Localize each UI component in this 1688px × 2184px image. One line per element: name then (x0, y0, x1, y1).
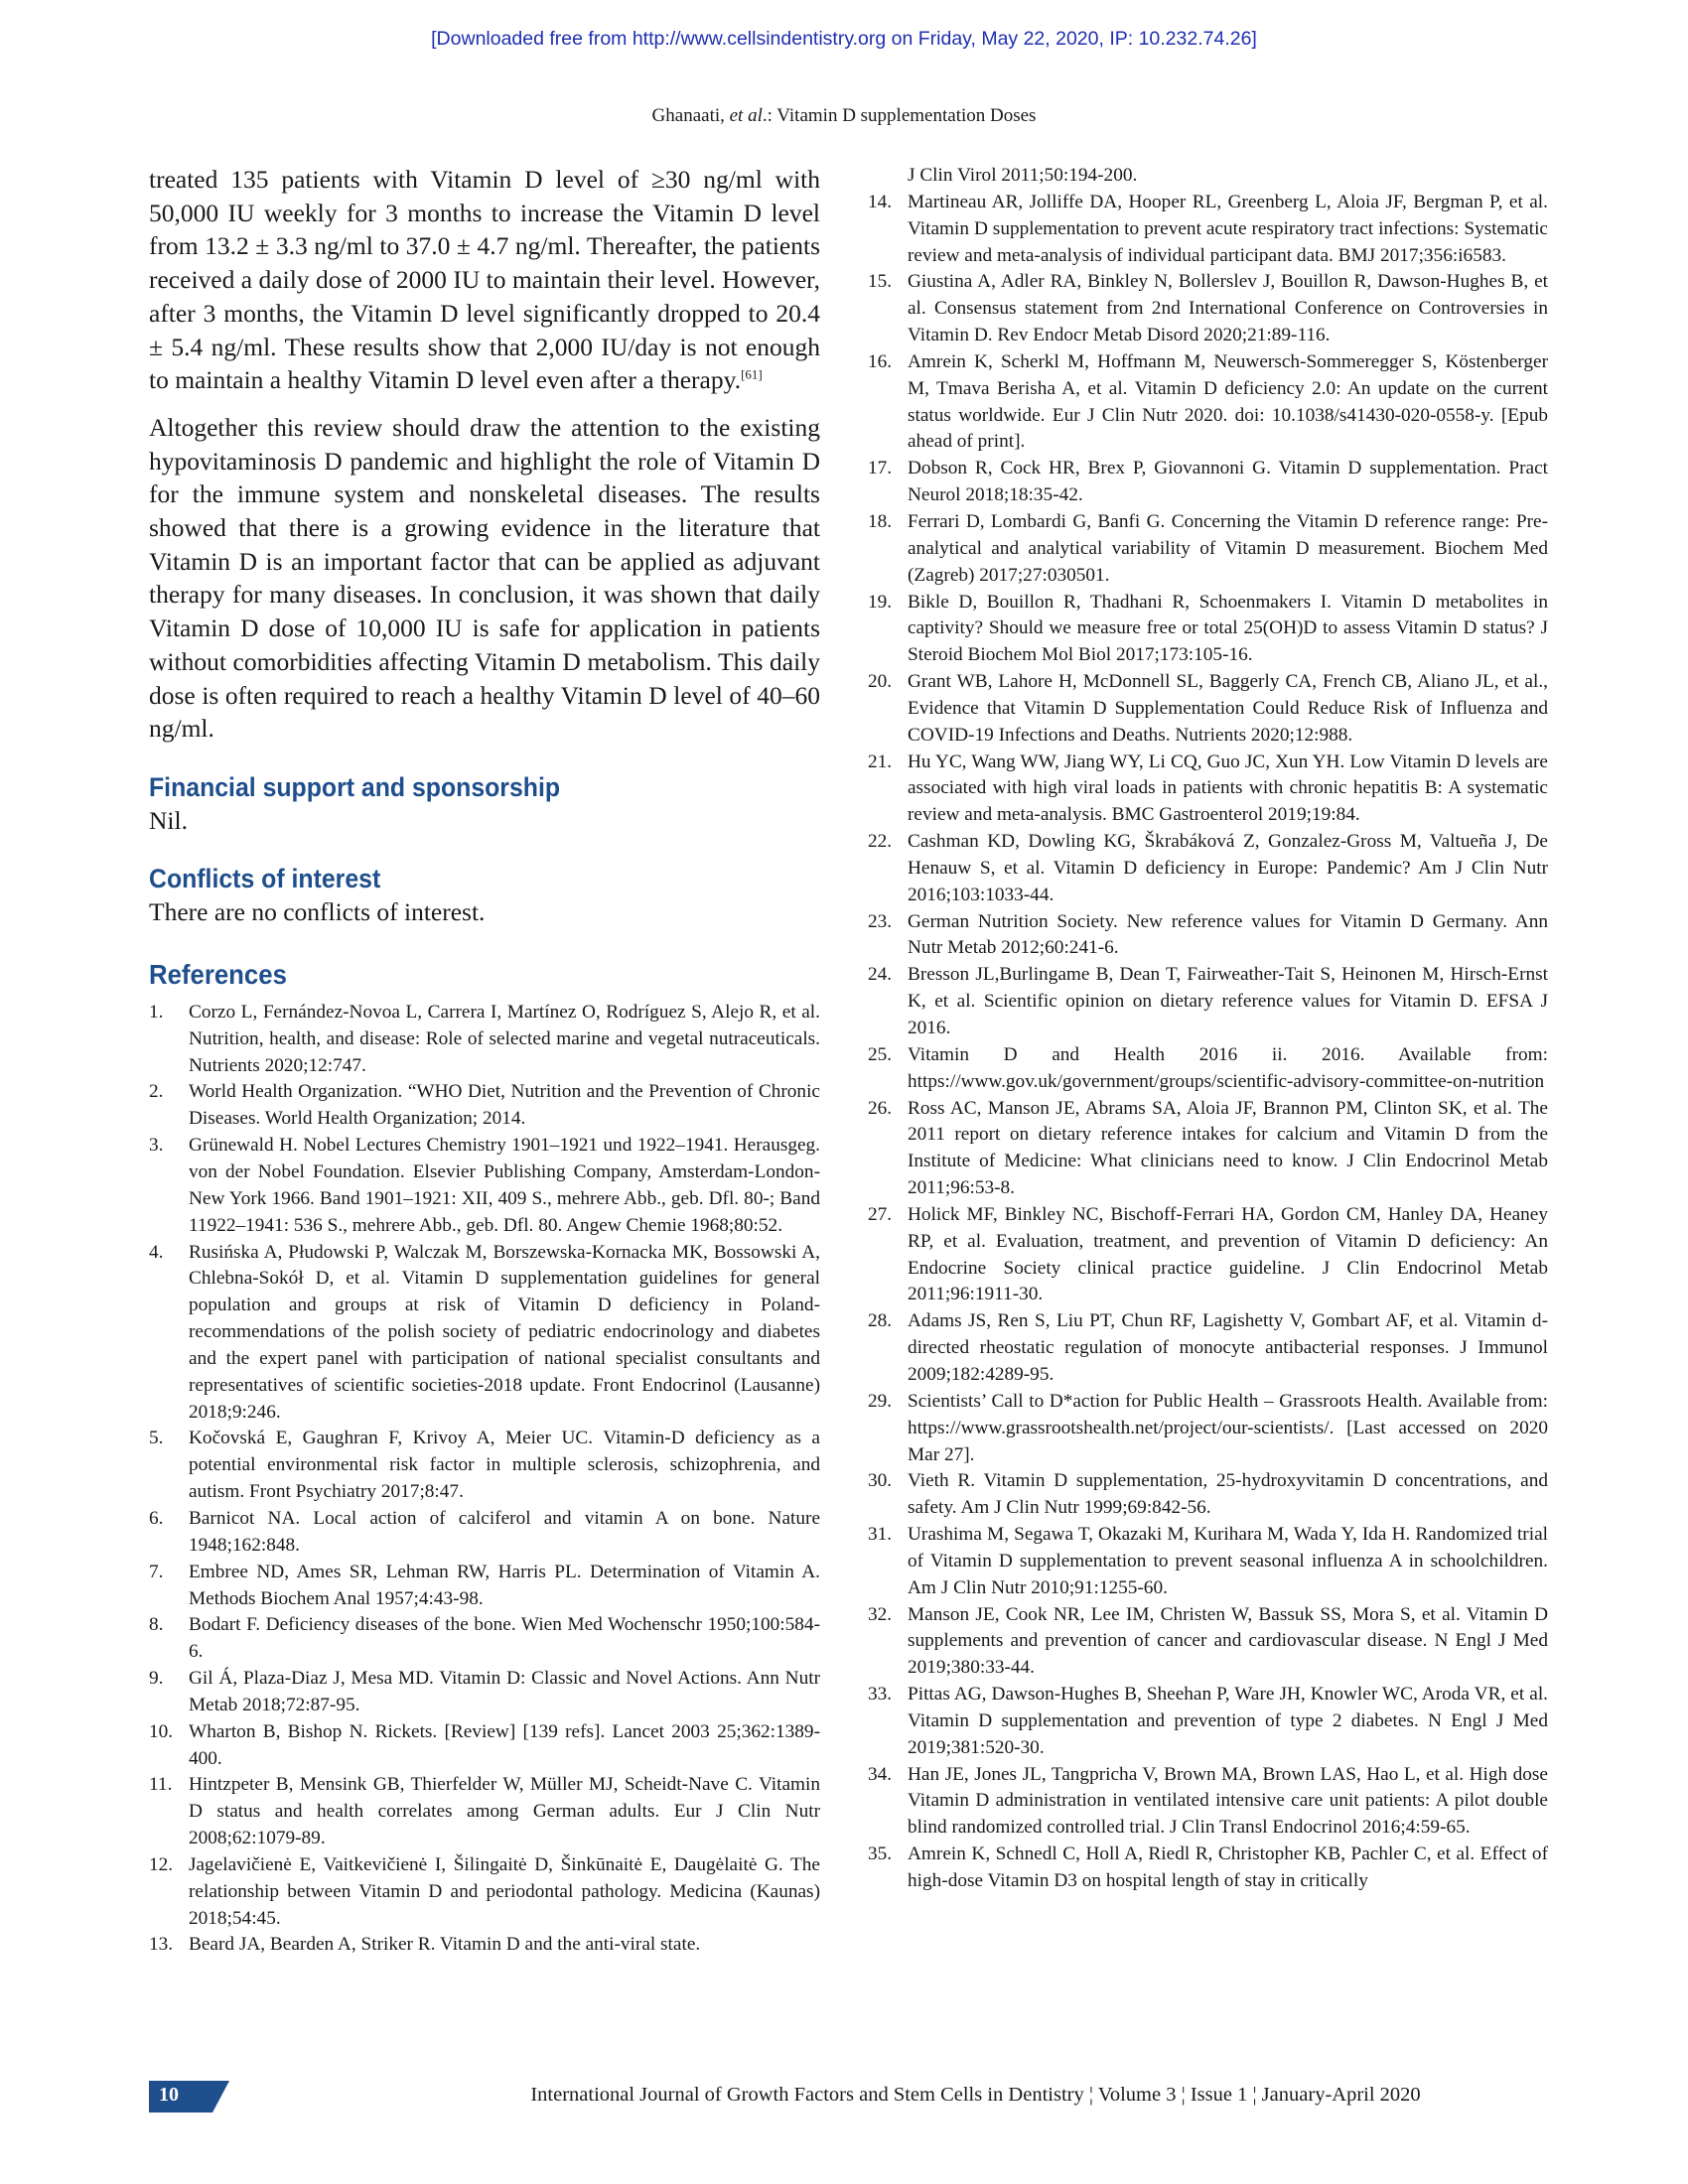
reference-item (149, 1000, 820, 1080)
reference-item (868, 349, 1548, 456)
reference-text: Grünewald H. Nobel Lectures Chemistry 1901–1921 und 1922–1941. Herausgeg. von der Nobel Foundation. Elsevier Publishing Company, Amsterdam-London-New York 1966. Band 1901–1921: XII, 409 S., mehrere Abb., geb. Dfl. 80-; Band 11922–1941: 536 S., mehrere Abb., geb. Dfl. 80. Angew Chemie 1968;80:52. (189, 1135, 820, 1236)
reference-number: 30. (868, 1470, 893, 1492)
reference-item (149, 1079, 820, 1133)
reference-text: Dobson R, Cock HR, Brex P, Giovannoni G. Vitamin D supplementation. Pract Neurol 2018;18:35-42. (908, 458, 1548, 506)
left-column (149, 163, 820, 1959)
reference-text: Corzo L, Fernández-Novoa L, Carrera I, Martínez O, Rodríguez S, Alejo R, et al. Nutrition, health, and disease: Role of selected marine and vegetal nutraceuticals. Nutrients 2020;12:747. (189, 1001, 820, 1076)
reference-number: 4. (149, 1241, 164, 1263)
references-heading: References (149, 958, 287, 990)
reference-item (149, 1133, 820, 1239)
journal-info: International Journal of Growth Factors and Stem Cells in Dentistry ¦ Volume 3 ¦ Issue 1 ¦ January-April 2020 (530, 2084, 1421, 2106)
running-head-etal: et al (729, 105, 763, 126)
reference-number: 7. (149, 1561, 164, 1582)
reference-item (868, 1682, 1548, 1762)
reference-item (868, 1762, 1548, 1843)
reference-text: Scientists’ Call to D*action for Public Health – Grassroots Health. Available from: https://www.grassrootshealth.net/project/our-scientists/. [Last accessed on 2020 Mar 27]. (908, 1390, 1548, 1465)
reference-item (868, 269, 1548, 349)
reference-item (149, 1932, 820, 1959)
reference-number: 32. (868, 1603, 893, 1625)
download-banner: [Downloaded free from http://www.cellsindentistry.org on Friday, May 22, 2020, IP: 10.232.74.26] (431, 28, 1257, 50)
reference-item (868, 1389, 1548, 1469)
financial-support-text: Nil. (149, 805, 188, 835)
reference-text: Grant WB, Lahore H, McDonnell SL, Baggerly CA, French CB, Aliano JL, et al., Evidence that Vitamin D Supplementation Could Reduce Risk of Influenza and COVID-19 Infections and Deaths. Nutrients 2020;12:988. (908, 671, 1548, 746)
reference-number: 11. (149, 1774, 173, 1796)
reference-item (149, 1240, 820, 1427)
conflicts-heading: Conflicts of interest (149, 863, 381, 893)
reference-text: Martineau AR, Jolliffe DA, Hooper RL, Greenberg L, Aloia JF, Bergman P, et al. Vitamin D supplementation to prevent acute respiratory tract infections: Systematic review and meta-analysis of individual participant data. BMJ 2017;356:i6583. (908, 191, 1548, 266)
reference-item (149, 1719, 820, 1773)
reference-item (868, 1042, 1548, 1096)
reference-item (149, 1560, 820, 1613)
reference-number: 17. (868, 458, 893, 479)
reference-number: 14. (868, 191, 893, 212)
reference-number: 16. (868, 350, 893, 372)
reference-text: Hu YC, Wang WW, Jiang WY, Li CQ, Guo JC, Xun YH. Low Vitamin D levels are associated with high viral loads in patients with chronic hepatitis B: A systematic review and meta-analysis. BMC Gastroenterol 2019;19:84. (908, 751, 1548, 826)
reference-text: Cashman KD, Dowling KG, Škrabáková Z, Gonzalez-Gross M, Valtueña J, De Henauw S, et al. Vitamin D deficiency in Europe: Pandemic? Am J Clin Nutr 2016;103:1033-44. (908, 831, 1548, 905)
reference-number: 26. (868, 1097, 893, 1119)
reference-item (868, 1096, 1548, 1202)
reference-item (868, 190, 1548, 270)
reference-number: 27. (868, 1203, 893, 1225)
reference-item (868, 669, 1548, 750)
reference-number: 1. (149, 1001, 164, 1023)
financial-support-heading: Financial support and sponsorship (149, 771, 561, 802)
reference-text: Urashima M, Segawa T, Okazaki M, Kurihara M, Wada Y, Ida H. Randomized trial of Vitamin D supplementation to prevent seasonal influenza A in schoolchildren. Am J Clin Nutr 2010;91:1255-60. (908, 1524, 1548, 1598)
reference-text: Vitamin D and Health 2016 ii. 2016. Available from: https://www.gov.uk/government/groups/scientific-advisory-committee-on-nutrition (908, 1043, 1548, 1092)
reference-item (149, 1426, 820, 1506)
reference-item (149, 1772, 820, 1852)
reference-number: 21. (868, 751, 893, 772)
reference-item (149, 1612, 820, 1666)
reference-text: Pittas AG, Dawson-Hughes B, Sheehan P, Ware JH, Knowler WC, Aroda VR, et al. Vitamin D supplementation and prevention of type 2 diabetes. N Engl J Med 2019;381:520-30. (908, 1684, 1548, 1758)
reference-number: 23. (868, 910, 893, 932)
reference-text: Han JE, Jones JL, Tangpricha V, Brown MA, Brown LAS, Hao L, et al. High dose Vitamin D administration in ventilated intensive care unit patients: A pilot double blind randomized controlled trial. J Clin Transl Endocrinol 2016;4:59-65. (908, 1763, 1548, 1839)
citation-61: [61] (741, 366, 763, 382)
reference-number: 35. (868, 1843, 893, 1865)
reference-number: 5. (149, 1428, 164, 1449)
reference-number: 6. (149, 1507, 164, 1529)
reference-number: 24. (868, 964, 893, 986)
running-head-authors: Ghanaati, (651, 105, 730, 126)
reference-item (868, 750, 1548, 830)
reference-item (868, 909, 1548, 963)
reference-number: 20. (868, 671, 893, 693)
reference-13-continuation: J Clin Virol 2011;50:194-200. (908, 165, 1138, 186)
reference-item (868, 829, 1548, 909)
reference-number: 29. (868, 1390, 893, 1412)
reference-item (868, 509, 1548, 590)
reference-number: 10. (149, 1720, 174, 1742)
reference-item (868, 456, 1548, 509)
reference-text: Holick MF, Binkley NC, Bischoff-Ferrari HA, Gordon CM, Hanley DA, Heaney RP, et al. Evaluation, treatment, and prevention of Vitamin D deficiency: An Endocrine Society clinical practice guideline. J Clin Endocrinol Metab 2011;96:1911-30. (908, 1203, 1548, 1305)
body-paragraph-1 (149, 163, 820, 397)
reference-number: 9. (149, 1668, 164, 1690)
reference-text: Bodart F. Deficiency diseases of the bone. Wien Med Wochenschr 1950;100:584-6. (189, 1614, 820, 1663)
references-list-right (868, 190, 1548, 1895)
reference-number: 8. (149, 1614, 164, 1636)
reference-number: 13. (149, 1934, 174, 1956)
reference-item (149, 1666, 820, 1719)
reference-number: 18. (868, 510, 893, 532)
references-list-left (149, 1000, 820, 1959)
reference-number: 22. (868, 831, 893, 853)
reference-text: Jagelavičienė E, Vaitkevičienė I, Šilingaitė D, Šinkūnaitė E, Daugėlaitė G. The relationship between Vitamin D and periodontal pathology. Medicina (Kaunas) 2018;54:45. (189, 1853, 820, 1929)
reference-text: Kočovská E, Gaughran F, Krivoy A, Meier UC. Vitamin-D deficiency as a potential environmental risk factor in multiple sclerosis, schizophrenia, and autism. Front Psychiatry 2017;8:47. (189, 1428, 820, 1503)
conflicts-text: There are no conflicts of interest. (149, 896, 486, 926)
reference-text: Ross AC, Manson JE, Abrams SA, Aloia JF, Brannon PM, Clinton SK, et al. The 2011 report on dietary reference intakes for calcium and Vitamin D from the Institute of Medicine: What clinicians need to know. J Clin Endocrinol Metab 2011;96:53-8. (908, 1097, 1548, 1199)
reference-text: Ferrari D, Lombardi G, Banfi G. Concerning the Vitamin D reference range: Pre-analytical and analytical variability of Vitamin D measurement. Biochem Med (Zagreb) 2017;27:030501. (908, 510, 1548, 586)
reference-number: 3. (149, 1135, 164, 1157)
running-head-title: .: Vitamin D supplementation Doses (762, 105, 1037, 126)
reference-number: 15. (868, 271, 893, 293)
reference-text: Amrein K, Scherkl M, Hoffmann M, Neuwersch-Sommeregger S, Köstenberger M, Tmava Berisha A, et al. Vitamin D deficiency 2.0: An update on the current status worldwide. Eur J Clin Nutr 2020. doi: 10.1038/s41430-020-0558-y. [Epub ahead of print]. (908, 350, 1548, 453)
reference-item (868, 1308, 1548, 1389)
reference-item (868, 962, 1548, 1042)
reference-number: 34. (868, 1763, 893, 1785)
reference-number: 33. (868, 1684, 893, 1706)
reference-text: Beard JA, Bearden A, Striker R. Vitamin D and the anti-viral state. (189, 1934, 701, 1956)
reference-text: Barnicot NA. Local action of calciferol and vitamin A on bone. Nature 1948;162:848. (189, 1507, 820, 1556)
reference-number: 2. (149, 1081, 164, 1103)
running-head (0, 105, 1688, 127)
reference-text: Wharton B, Bishop N. Rickets. [Review] [139 refs]. Lancet 2003 25;362:1389-400. (189, 1720, 820, 1769)
reference-text: Amrein K, Schnedl C, Holl A, Riedl R, Christopher KB, Pachler C, et al. Effect of high-dose Vitamin D3 on hospital length of stay in critically (908, 1843, 1548, 1891)
reference-item (868, 1202, 1548, 1308)
reference-text: Gil Á, Plaza-Diaz J, Mesa MD. Vitamin D: Classic and Novel Actions. Ann Nutr Metab 2018;72:87-95. (189, 1668, 820, 1715)
reference-text: Manson JE, Cook NR, Lee IM, Christen W, Bassuk SS, Mora S, et al. Vitamin D supplements and prevention of cancer and cardiovascular disease. N Engl J Med 2019;380:33-44. (908, 1603, 1548, 1679)
reference-text: World Health Organization. “WHO Diet, Nutrition and the Prevention of Chronic Diseases. World Health Organization; 2014. (189, 1081, 820, 1130)
reference-item (149, 1852, 820, 1933)
reference-text: Vieth R. Vitamin D supplementation, 25-hydroxyvitamin D concentrations, and safety. Am J Clin Nutr 1999;69:842-56. (908, 1470, 1548, 1519)
reference-text: Rusińska A, Płudowski P, Walczak M, Borszewska-Kornacka MK, Bossowski A, Chlebna-Sokół D, et al. Vitamin D supplementation guidelines for general population and groups at risk of Vitamin D deficiency in Poland-recommendations of the polish society of pediatric endocrinology and diabetes and the expert panel with participation of national specialist consultants and representatives of scientific societies-2018 update. Front Endocrinol (Lausanne) 2018;9:246. (189, 1241, 820, 1423)
body-paragraph-1-text: treated 135 patients with Vitamin D level of ≥30 ng/ml with 50,000 IU weekly for 3 months to increase the Vitamin D level from 13.2 ± 3.3 ng/ml to 37.0 ± 4.7 ng/ml. Thereafter, the patients received a daily dose of 2000 IU to maintain their level. However, after 3 months, the Vitamin D level significantly dropped to 20.4 ± 5.4 ng/ml. These results show that 2,000 IU/day is not enough to maintain a healthy Vitamin D level even after a therapy. (149, 165, 820, 395)
reference-text: German Nutrition Society. New reference values for Vitamin D Germany. Ann Nutr Metab 2012;60:241-6. (908, 910, 1548, 959)
reference-text: Bresson JL,Burlingame B, Dean T, Fairweather-Tait S, Heinonen M, Hirsch-Ernst K, et al. Scientific opinion on dietary reference values for Vitamin D. EFSA J 2016. (908, 964, 1548, 1038)
reference-item (868, 1522, 1548, 1602)
reference-text: Giustina A, Adler RA, Binkley N, Bollerslev J, Bouillon R, Dawson-Hughes B, et al. Consensus statement from 2nd International Conference on Controversies in Vitamin D. Rev Endocr Metab Disord 2020;21:89-116. (908, 271, 1548, 346)
reference-item (149, 1506, 820, 1560)
reference-item (868, 1468, 1548, 1522)
reference-text: Embree ND, Ames SR, Lehman RW, Harris PL. Determination of Vitamin A. Methods Biochem Anal 1957;4:43-98. (189, 1561, 820, 1609)
reference-text: Bikle D, Bouillon R, Thadhani R, Schoenmakers I. Vitamin D metabolites in captivity? Should we measure free or total 25(OH)D to assess Vitamin D status? J Steroid Biochem Mol Biol 2017;173:105-16. (908, 591, 1548, 666)
reference-item (868, 590, 1548, 670)
reference-number: 28. (868, 1310, 893, 1332)
reference-item (868, 1842, 1548, 1895)
right-column (868, 163, 1548, 1895)
reference-number: 31. (868, 1524, 893, 1546)
reference-text: Hintzpeter B, Mensink GB, Thierfelder W, Müller MJ, Scheidt-Nave C. Vitamin D status and health correlates among German adults. Eur J Clin Nutr 2008;62:1079-89. (189, 1774, 820, 1849)
reference-number: 12. (149, 1853, 174, 1875)
reference-number: 19. (868, 591, 893, 613)
body-paragraph-2: Altogether this review should draw the attention to the existing hypovitaminosis D pandemic and highlight the role of Vitamin D for the immune system and nonskeletal diseases. The results showed that there is a growing evidence in the literature that Vitamin D is an important factor that can be applied as adjuvant therapy for many diseases. In conclusion, it was shown that daily Vitamin D dose of 10,000 IU is safe for application in patients without comorbidities affecting Vitamin D metabolism. This daily dose is often required to reach a healthy Vitamin D level of 40–60 ng/ml. (149, 412, 820, 744)
page-number: 10 (159, 2084, 179, 2106)
reference-item (868, 1602, 1548, 1683)
reference-number: 25. (868, 1043, 893, 1065)
reference-text: Adams JS, Ren S, Liu PT, Chun RF, Lagishetty V, Gombart AF, et al. Vitamin d-directed rheostatic regulation of monocyte antibacterial responses. J Immunol 2009;182:4289-95. (908, 1310, 1548, 1385)
